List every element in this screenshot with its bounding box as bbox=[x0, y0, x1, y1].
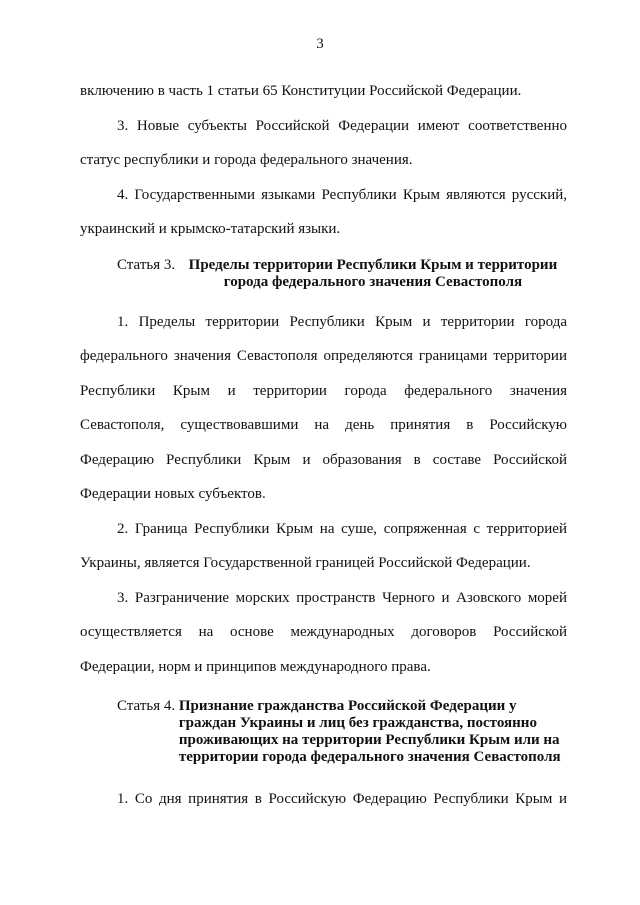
article-3-label: Статья 3. bbox=[117, 256, 179, 273]
paragraph-citizenship-start: 1. Со дня принятия в Российскую Федерацию Республики Крым и bbox=[117, 791, 567, 807]
article-4-header bbox=[80, 698, 567, 766]
paragraph-land-border: 2. Граница Республики Крым на суше, сопряженная с территорией Украины, является Государственной границей Российской Федерации. bbox=[80, 520, 567, 571]
paragraph-new-subjects-status: 3. Новые субъекты Российской Федерации имеют соответственно статус республики и города федерального значения. bbox=[80, 117, 567, 168]
article-3-header bbox=[80, 257, 567, 291]
page-number: 3 bbox=[316, 36, 324, 52]
paragraph-state-languages: 4. Государственными языками Республики Крым являются русский, украинский и крымско-татарский языки. bbox=[80, 186, 567, 237]
paragraph-continuation: включению в часть 1 статьи 65 Конституции Российской Федерации. bbox=[80, 83, 522, 99]
document-body bbox=[80, 74, 567, 817]
article-4-heading: Признание гражданства Российской Федерации у граждан Украины и лиц без гражданства, постоянно проживающих на территории Республики Крым или на территории города федерального значения Севастополя bbox=[178, 698, 561, 765]
paragraph-territory-limits: 1. Пределы территории Республики Крым и территории города федерального значения Севастополя определяются границами территории Республики Крым и территории города федерального значения Севастополя, существовавшими на день принятия в Российскую Федерацию Республики Крым и образования в составе Российской Федерации новых субъектов. bbox=[80, 313, 567, 502]
article-3-heading: Пределы территории Республики Крым и территории города федерального значения Севастополя bbox=[188, 256, 558, 290]
paragraph-sea-delimitation: 3. Разграничение морских пространств Черного и Азовского морей осуществляется на основе международных договоров Российской Федерации, норм и принципов международного права. bbox=[80, 589, 567, 675]
article-4-label: Статья 4. bbox=[117, 698, 179, 714]
